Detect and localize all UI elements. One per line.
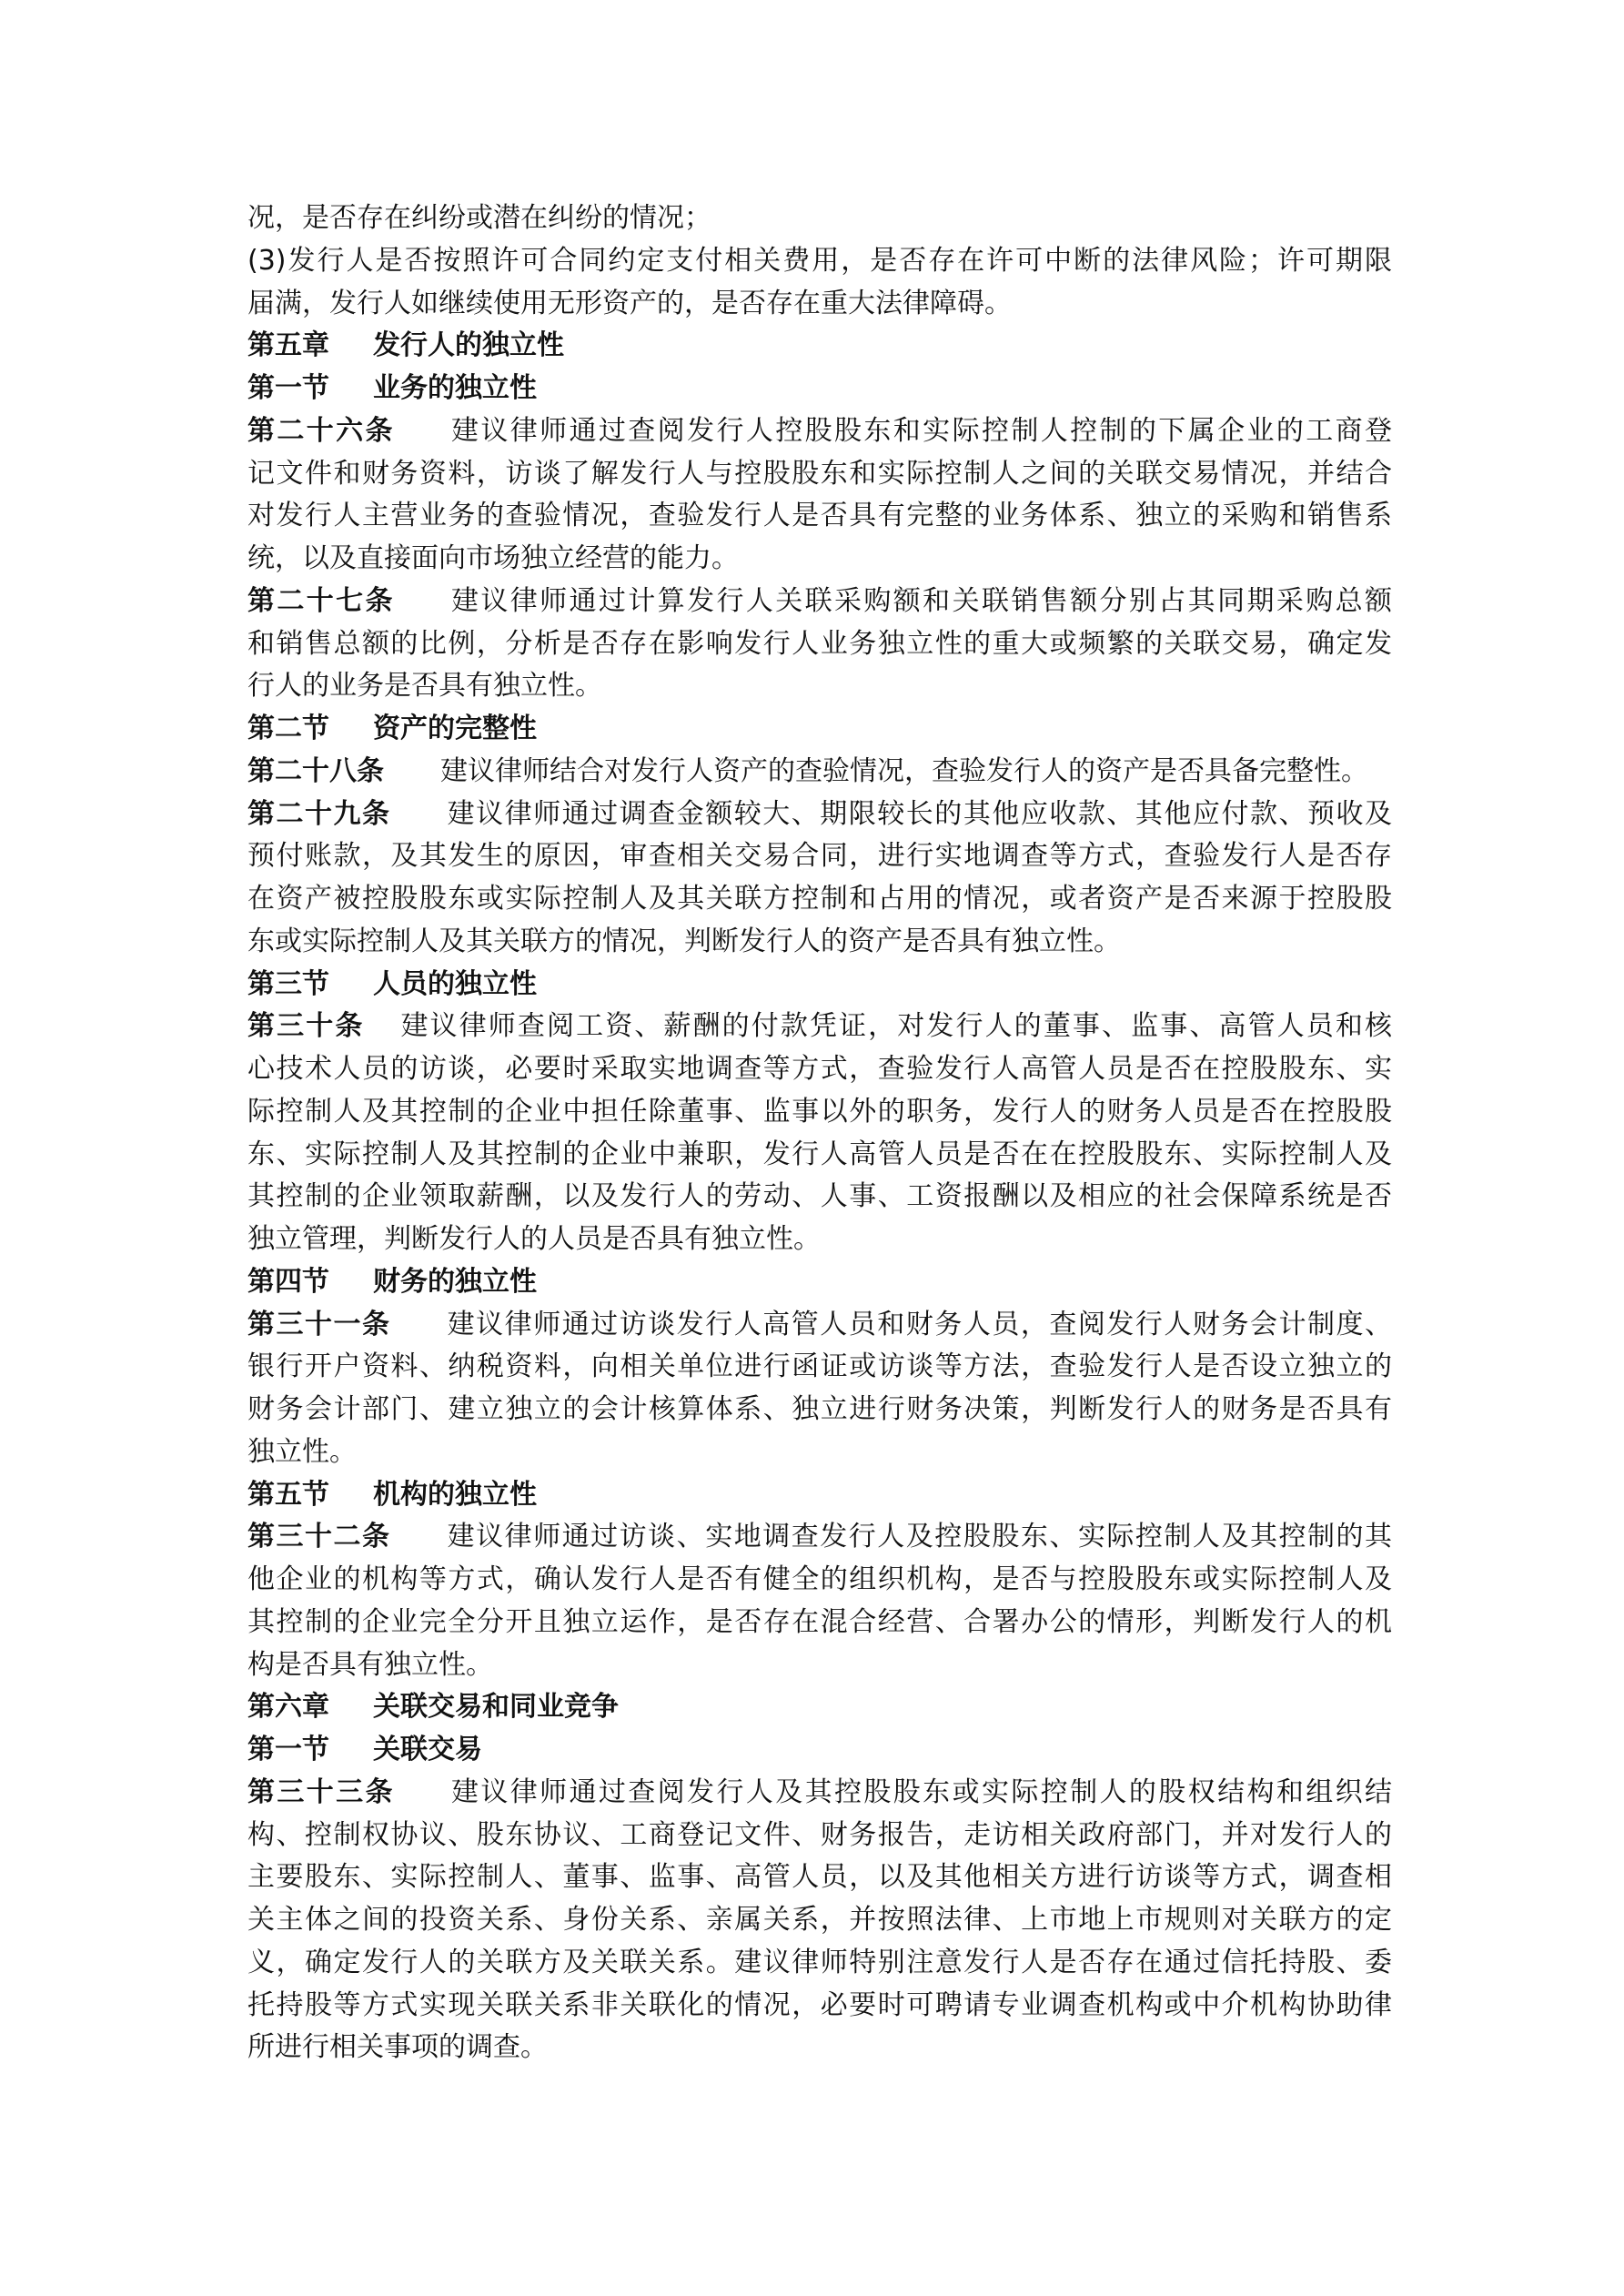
article-line (247, 1091, 1392, 1134)
line-text: 其控制的企业领取薪酬，以及发行人的劳动、人事、工资报酬以及相应的社会保障系统是否 (247, 1180, 1392, 1213)
article-line (247, 1048, 1392, 1091)
article-line (247, 1346, 1392, 1389)
line-text: 建议律师查阅工资、薪酬的付款凭证，对发行人的董事、监事、高管人员和核 (400, 1010, 1393, 1043)
article-line (247, 538, 1392, 581)
heading-label: 第二节 (247, 713, 329, 744)
heading-label: 第五章 (247, 329, 329, 362)
article-label: 第三十三条 (247, 1775, 395, 1808)
line-text: 行人的业务是否具有独立性。 (247, 670, 602, 703)
article-line (247, 1942, 1392, 1985)
line-text: 东或实际控制人及其关联方的情况，判断发行人的资产是否具有独立性。 (247, 925, 1121, 957)
article-label: 第二十九条 (247, 797, 391, 830)
line-text: 其控制的企业完全分开且独立运作，是否存在混合经营、合署办公的情形，判断发行人的机 (247, 1605, 1392, 1638)
section-heading (247, 368, 1392, 410)
article-label: 第二十七条 (247, 584, 395, 617)
line-text: 建议律师通过访谈、实地调查发行人及控股股东、实际控制人及其控制的其 (447, 1521, 1393, 1553)
article-line (247, 1815, 1392, 1857)
document-page (247, 197, 1392, 2069)
line-text: 他企业的机构等方式，确认发行人是否有健全的组织机构，是否与控股股东或实际控制人及 (247, 1563, 1392, 1595)
article-line (247, 1006, 1392, 1048)
article-line (247, 410, 1392, 453)
article-line (247, 1985, 1392, 2028)
line-text: 关主体之间的投资关系、身份关系、亲属关系，并按照法律、上市地上市规则对关联方的定 (247, 1904, 1392, 1936)
article-line (247, 1516, 1392, 1559)
heading-label: 第三节 (247, 967, 329, 1000)
paragraph-line (247, 283, 1392, 326)
article-line (247, 751, 1392, 794)
article-label: 第三十条 (247, 1010, 365, 1043)
line-text: 记文件和财务资料，访谈了解发行人与控股股东和实际控制人之间的关联交易情况，并结合 (247, 457, 1392, 490)
line-text: 财务会计部门、建立独立的会计核算体系、独立进行财务决策，判断发行人的财务是否具有 (247, 1393, 1392, 1425)
line-text: 东、实际控制人及其控制的企业中兼职，发行人高管人员是否在在控股股东、实际控制人及 (247, 1138, 1392, 1170)
heading-title: 关联交易和同业竞争 (373, 1691, 619, 1724)
line-text: (3)发行人是否按照许可合同约定支付相关费用，是否存在许可中断的法律风险；许可期限 (247, 244, 1392, 277)
heading-label: 第一节 (247, 1734, 329, 1765)
line-text: 建议律师通过调查金额较大、期限较长的其他应收款、其他应付款、预收及 (447, 797, 1393, 830)
line-text: 构、控制权协议、股东协议、工商登记文件、财务报告，走访相关政府部门，并对发行人的 (247, 1818, 1392, 1851)
section-heading (247, 1261, 1392, 1304)
article-line (247, 1304, 1392, 1347)
article-line (247, 794, 1392, 836)
line-text: 况，是否存在纠纷或潜在纠纷的情况； (247, 202, 711, 234)
heading-title: 机构的独立性 (373, 1478, 537, 1511)
line-text: 建议律师结合对发行人资产的查验情况，查验发行人的资产是否具备完整性。 (440, 754, 1368, 787)
article-line (247, 1644, 1392, 1687)
article-line (247, 453, 1392, 496)
article-line (247, 581, 1392, 623)
heading-title: 人员的独立性 (373, 967, 537, 1000)
paragraph-line (247, 197, 1392, 240)
heading-label: 第一节 (247, 372, 329, 404)
article-label: 第三十一条 (247, 1308, 391, 1340)
section-heading (247, 1686, 1392, 1729)
heading-title: 资产的完整性 (373, 713, 537, 744)
article-label: 第三十二条 (247, 1521, 391, 1553)
article-label: 第二十八条 (247, 754, 384, 787)
heading-title: 业务的独立性 (373, 372, 537, 404)
article-line (247, 1176, 1392, 1219)
section-heading (247, 325, 1392, 368)
article-line (247, 1219, 1392, 1261)
section-heading (247, 1474, 1392, 1517)
article-line (247, 1431, 1392, 1474)
article-line (247, 1856, 1392, 1899)
heading-label: 第四节 (247, 1265, 329, 1298)
article-line (247, 2027, 1392, 2069)
line-text: 建议律师通过访谈发行人高管人员和财务人员，查阅发行人财务会计制度、 (447, 1308, 1393, 1340)
article-line (247, 495, 1392, 538)
article-line (247, 1134, 1392, 1177)
article-line (247, 835, 1392, 878)
line-text: 独立管理，判断发行人的人员是否具有独立性。 (247, 1223, 821, 1255)
line-text: 构是否具有独立性。 (247, 1648, 493, 1681)
line-text: 际控制人及其控制的企业中担任除董事、监事以外的职务，发行人的财务人员是否在控股股 (247, 1095, 1392, 1128)
section-heading (247, 1729, 1392, 1772)
heading-title: 发行人的独立性 (373, 329, 564, 362)
line-text: 义，确定发行人的关联方及关联关系。建议律师特别注意发行人是否存在通过信托持股、委 (247, 1946, 1392, 1978)
heading-title: 关联交易 (373, 1734, 482, 1765)
article-line (247, 1602, 1392, 1644)
line-text: 建议律师通过查阅发行人及其控股股东或实际控制人的股权结构和组织结 (450, 1775, 1393, 1808)
article-line (247, 1772, 1392, 1815)
section-heading (247, 964, 1392, 1006)
line-text: 托持股等方式实现关联关系非关联化的情况，必要时可聘请专业调查机构或中介机构协助律 (247, 1988, 1392, 2021)
line-text: 届满，发行人如继续使用无形资产的，是否存在重大法律障碍。 (247, 287, 1012, 319)
line-text: 和销售总额的比例，分析是否存在影响发行人业务独立性的重大或频繁的关联交易，确定发 (247, 627, 1392, 660)
line-text: 统，以及直接面向市场独立经营的能力。 (247, 542, 739, 574)
article-line (247, 665, 1392, 708)
paragraph-line (247, 240, 1392, 283)
article-line (247, 1559, 1392, 1602)
section-heading (247, 708, 1392, 751)
article-line (247, 1389, 1392, 1431)
line-text: 建议律师通过查阅发行人控股股东和实际控制人控制的下属企业的工商登 (450, 414, 1393, 447)
heading-title: 财务的独立性 (373, 1265, 537, 1298)
line-text: 心技术人员的访谈，必要时采取实地调查等方式，查验发行人高管人员是否在控股股东、实 (247, 1053, 1392, 1085)
article-label: 第二十六条 (247, 414, 395, 447)
line-text: 对发行人主营业务的查验情况，查验发行人是否具有完整的业务体系、独立的采购和销售系 (247, 500, 1392, 532)
article-line (247, 623, 1392, 666)
article-line (247, 878, 1392, 921)
line-text: 在资产被控股股东或实际控制人及其关联方控制和占用的情况，或者资产是否来源于控股股 (247, 883, 1392, 915)
line-text: 所进行相关事项的调查。 (247, 2031, 548, 2064)
line-text: 银行开户资料、纳税资料，向相关单位进行函证或访谈等方法，查验发行人是否设立独立的 (247, 1350, 1392, 1383)
line-text: 独立性。 (247, 1435, 357, 1468)
line-text: 主要股东、实际控制人、董事、监事、高管人员，以及其他相关方进行访谈等方式，调查相 (247, 1861, 1392, 1894)
article-line (247, 921, 1392, 964)
line-text: 预付账款，及其发生的原因，审查相关交易合同，进行实地调查等方式，查验发行人是否存 (247, 840, 1392, 873)
article-line (247, 1899, 1392, 1942)
heading-label: 第六章 (247, 1691, 329, 1724)
heading-label: 第五节 (247, 1478, 329, 1511)
line-text: 建议律师通过计算发行人关联采购额和关联销售额分别占其同期采购总额 (450, 584, 1393, 617)
